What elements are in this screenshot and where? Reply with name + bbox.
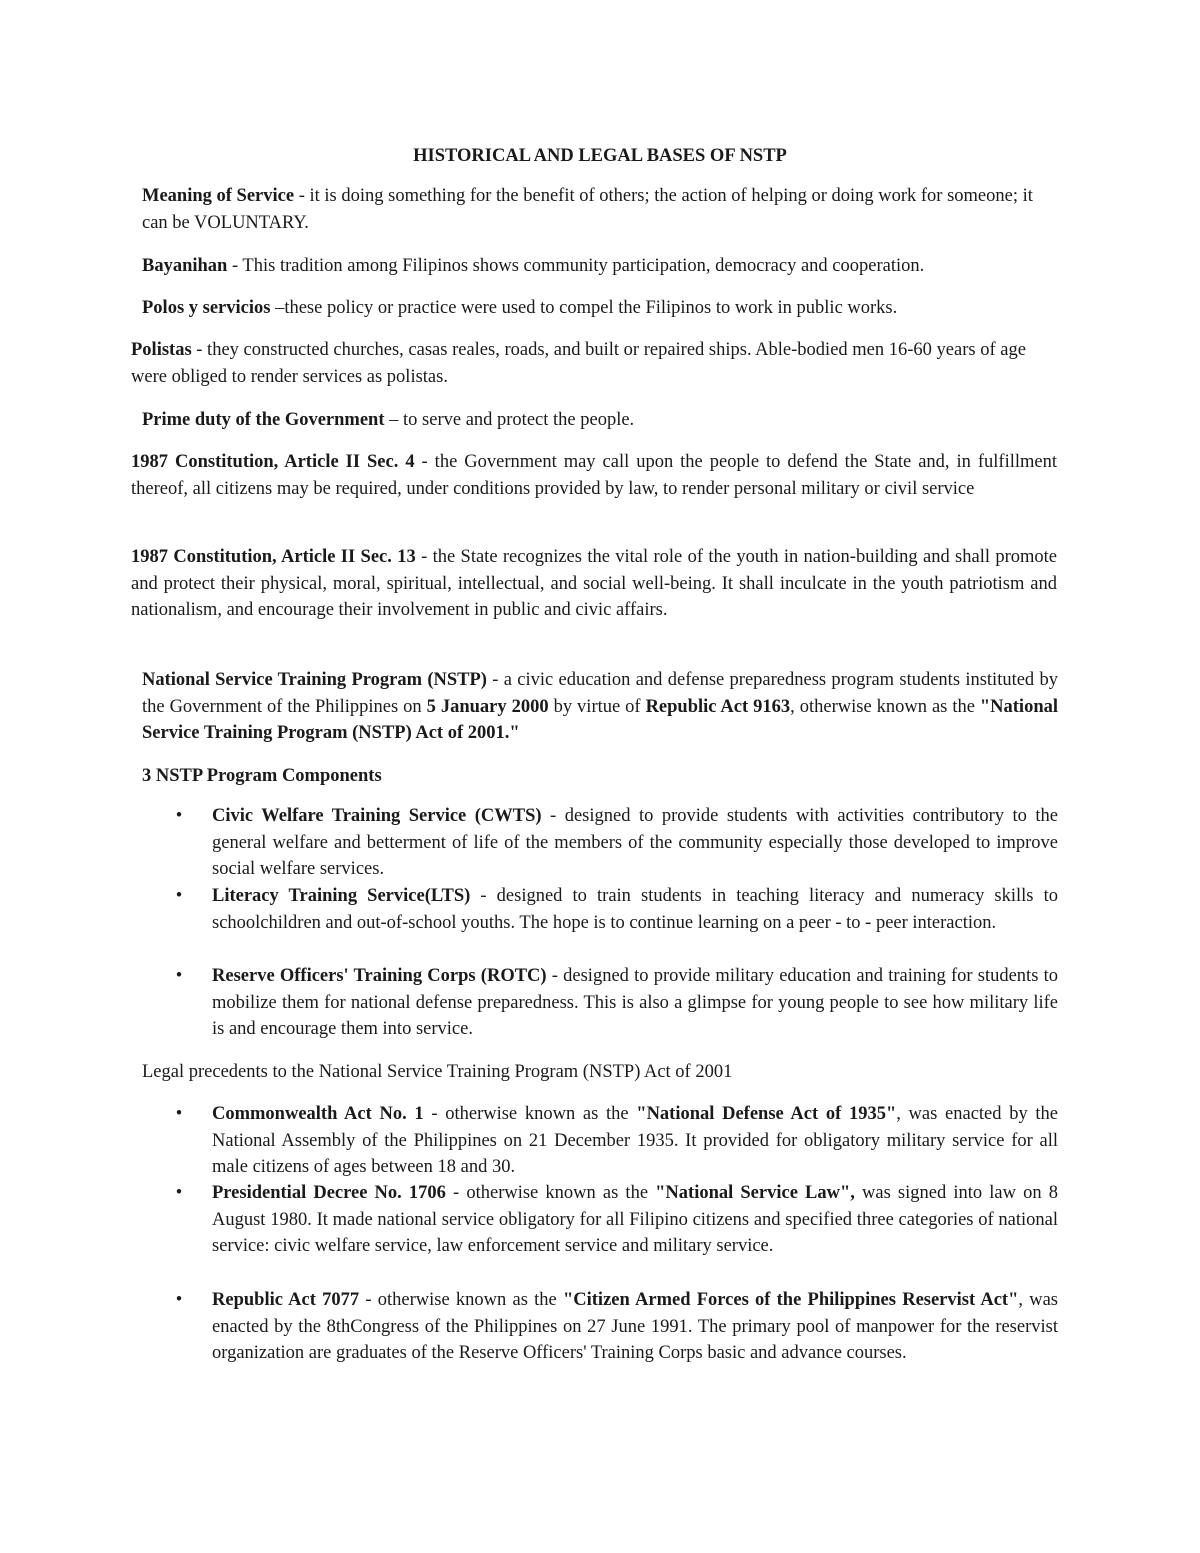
- components-heading: 3 NSTP Program Components: [142, 766, 382, 786]
- term-prime-duty: Prime duty of the Government: [142, 410, 385, 430]
- term-article-ii-sec-13: 1987 Constitution, Article II Sec. 13: [131, 547, 416, 567]
- paragraph-bayanihan: [142, 253, 1062, 280]
- nstp-text-2: by virtue of: [548, 696, 646, 717]
- definition-polos-y-servicios: –these policy or practice were used to compel the Filipinos to work in public works.: [270, 298, 898, 318]
- bullet-icon: •: [175, 886, 183, 906]
- paragraph-nstp-definition: [142, 667, 1058, 747]
- paragraph-meaning-of-service: [142, 183, 1062, 236]
- term-nstp: National Service Training Program (NSTP): [142, 670, 487, 690]
- nstp-text-1: - a civic education and defense preparedness program students instituted by the Government of the Philippines on: [142, 670, 1058, 717]
- term-polos-y-servicios: Polos y servicios: [142, 298, 271, 318]
- term-article-ii-sec-4: 1987 Constitution, Article II Sec. 4: [131, 452, 415, 472]
- document-title: HISTORICAL AND LEGAL BASES OF NSTP: [413, 146, 787, 166]
- nstp-republic-act: Republic Act 9163: [645, 696, 791, 717]
- precedents-heading: Legal precedents to the National Service Training Program (NSTP) Act of 2001: [142, 1062, 733, 1082]
- paragraph-polos-y-servicios: [142, 295, 1062, 322]
- nstp-text-3: , otherwise known as the: [790, 696, 980, 717]
- term-polistas: Polistas: [131, 340, 192, 360]
- nstp-date: 5 January 2000: [426, 696, 549, 717]
- nstp-act-name: "National Service Training Program (NSTP) Act of 2001.": [142, 696, 1059, 744]
- list-item-text: Commonwealth Act No. 1 - otherwise known as the "National Defense Act of 1935", was enacted by the National Assembly of the Philippines on 21 December 1935. It provided for obligatory military service for all male citizens of ages between 18 and 30.: [212, 1104, 1058, 1178]
- definition-prime-duty: – to serve and protect the people.: [384, 410, 635, 430]
- list-item-text: Civic Welfare Training Service (CWTS) - designed to provide students with activities contributory to the general welfare and betterment of life of the members of the community especially those developed to improve social welfare services.: [212, 806, 1058, 880]
- bullet-icon: •: [175, 966, 183, 986]
- definition-polistas: - they constructed churches, casas reales, roads, and built or repaired ships. Able-bodied men 16-60 years of age were obliged to render services as polistas.: [131, 340, 1026, 387]
- term-meaning-of-service: Meaning of Service: [142, 186, 295, 206]
- list-item-text: Presidential Decree No. 1706 - otherwise known as the "National Service Law", was signed into law on 8 August 1980. It made national service obligatory for all Filipino citizens and specified three categories of national service: civic welfare service, law enforcement service and military service.: [212, 1183, 1058, 1257]
- list-item-text: Literacy Training Service(LTS) - designed to train students in teaching literacy and numeracy skills to schoolchildren and out-of-school youths. The hope is to continue learning on a peer - to - peer interaction.: [212, 886, 1058, 933]
- bullet-icon: •: [175, 1183, 183, 1203]
- definition-article-ii-sec-13: - the State recognizes the vital role of the youth in nation-building and shall promote and protect their physical, moral, spiritual, intellectual, and social well-being. It shall inculcate in the youth patriotism and nationalism, and encourage their involvement in public and civic affairs.: [131, 547, 1057, 621]
- paragraph-article-ii-sec-4: [131, 449, 1057, 502]
- term-bayanihan: Bayanihan: [142, 256, 228, 276]
- paragraph-polistas: [131, 337, 1065, 390]
- definition-bayanihan: - This tradition among Filipinos shows community participation, democracy and cooperation.: [227, 256, 925, 276]
- paragraph-prime-duty: [142, 407, 1062, 434]
- list-item-text: Reserve Officers' Training Corps (ROTC) - designed to provide military education and training for students to mobilize them for national defense preparedness. This is also a glimpse for young people to see how military life is and encourage them into service.: [212, 966, 1058, 1040]
- bullet-icon: •: [175, 1290, 183, 1310]
- bullet-icon: •: [175, 806, 183, 826]
- list-item-text: Republic Act 7077 - otherwise known as the "Citizen Armed Forces of the Philippines Reservist Act", was enacted by the 8thCongress of the Philippines on 27 June 1991. The primary pool of manpower for the reservist organization are graduates of the Reserve Officers' Training Corps basic and advance courses.: [212, 1290, 1059, 1364]
- definition-meaning-of-service: - it is doing something for the benefit of others; the action of helping or doing work for someone; it can be VOLUNTARY.: [142, 186, 1033, 233]
- paragraph-article-ii-sec-13: [131, 544, 1057, 624]
- definition-article-ii-sec-4: - the Government may call upon the people to defend the State and, in fulfillment thereof, all citizens may be required, under conditions provided by law, to render personal military or civil service: [131, 452, 1057, 499]
- bullet-icon: •: [175, 1104, 183, 1124]
